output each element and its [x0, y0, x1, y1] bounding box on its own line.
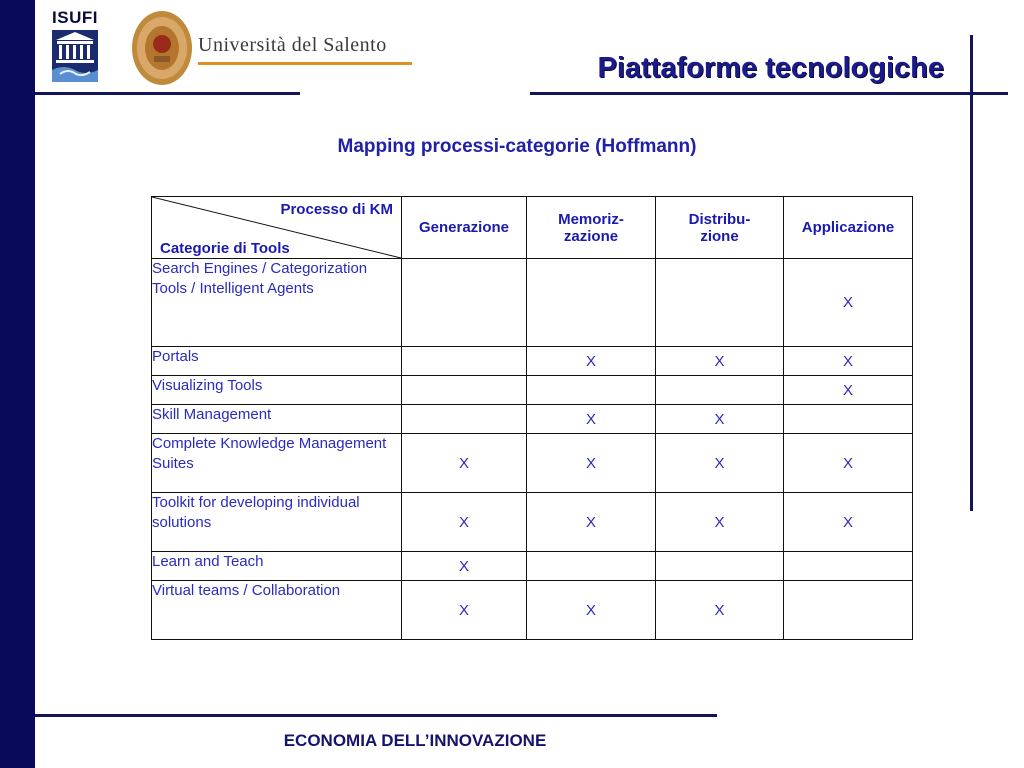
table-row	[152, 347, 913, 376]
footer-text: ECONOMIA DELL’INNOVAZIONE	[283, 731, 547, 750]
row-label: Toolkit for developing individual solutions	[152, 493, 402, 552]
header-rule-right	[530, 92, 1008, 95]
slide-subtitle: Mapping processi-categorie (Hoffmann)	[337, 136, 697, 157]
mark-cell: X	[527, 493, 656, 552]
mark-cell: X	[656, 434, 784, 493]
column-header-memorizzazione: Memoriz- zazione	[527, 197, 656, 259]
mark-cell: X	[527, 581, 656, 640]
university-name-underline	[198, 62, 412, 65]
column-header-applicazione: Applicazione	[784, 197, 913, 259]
row-label: Virtual teams / Collaboration	[152, 581, 402, 640]
isufi-logo	[50, 8, 100, 82]
process-category-table	[151, 196, 913, 640]
mark-cell: X	[784, 493, 913, 552]
isufi-building-icon	[52, 30, 98, 82]
mark-cell: X	[656, 581, 784, 640]
slide-title: Piattaforme tecnologiche	[597, 52, 944, 84]
table-row	[152, 493, 913, 552]
mark-cell: X	[784, 259, 913, 347]
mark-cell: X	[402, 552, 527, 581]
left-sidebar-band	[0, 0, 35, 768]
mark-cell: X	[656, 405, 784, 434]
mark-cell: X	[402, 434, 527, 493]
table-row	[152, 581, 913, 640]
university-logo	[130, 8, 425, 92]
university-name: Università del Salento	[198, 34, 387, 56]
mark-cell: X	[784, 376, 913, 405]
corner-cell-content	[152, 197, 401, 258]
mark-cell	[784, 405, 913, 434]
mark-cell: X	[656, 347, 784, 376]
mark-cell: X	[784, 434, 913, 493]
mark-cell: X	[784, 347, 913, 376]
table-header-row	[152, 197, 913, 259]
mark-cell	[402, 259, 527, 347]
mark-cell	[402, 376, 527, 405]
university-seal-icon	[130, 8, 194, 88]
mark-cell	[527, 259, 656, 347]
mark-cell	[784, 552, 913, 581]
mark-cell: X	[527, 347, 656, 376]
row-label: Complete Knowledge Management Suites	[152, 434, 402, 493]
mark-cell	[527, 376, 656, 405]
mark-cell	[784, 581, 913, 640]
corner-label-category: Categorie di Tools	[160, 240, 290, 257]
mark-cell	[402, 405, 527, 434]
corner-label-process: Processo di KM	[280, 201, 393, 218]
mark-cell: X	[402, 581, 527, 640]
vertical-rule	[970, 35, 973, 511]
table-row	[152, 434, 913, 493]
mark-cell: X	[527, 434, 656, 493]
mark-cell	[656, 552, 784, 581]
footer-rule	[35, 714, 717, 717]
isufi-logo-text: ISUFI	[52, 8, 98, 27]
table-row	[152, 259, 913, 347]
mark-cell: X	[656, 493, 784, 552]
row-label: Portals	[152, 347, 402, 376]
row-label: Learn and Teach	[152, 552, 402, 581]
row-label: Skill Management	[152, 405, 402, 434]
mark-cell	[527, 552, 656, 581]
table-row	[152, 376, 913, 405]
column-header-generazione: Generazione	[402, 197, 527, 259]
mark-cell	[656, 259, 784, 347]
header-rule-left	[35, 92, 300, 95]
mark-cell	[656, 376, 784, 405]
mark-cell: X	[402, 493, 527, 552]
row-label: Search Engines / Categorization Tools / Intelligent Agents	[152, 259, 402, 347]
mark-cell	[402, 347, 527, 376]
column-header-distribuzione: Distribu- zione	[656, 197, 784, 259]
table-row	[152, 552, 913, 581]
row-label: Visualizing Tools	[152, 376, 402, 405]
table-corner-cell	[152, 197, 402, 259]
table-row	[152, 405, 913, 434]
mark-cell: X	[527, 405, 656, 434]
